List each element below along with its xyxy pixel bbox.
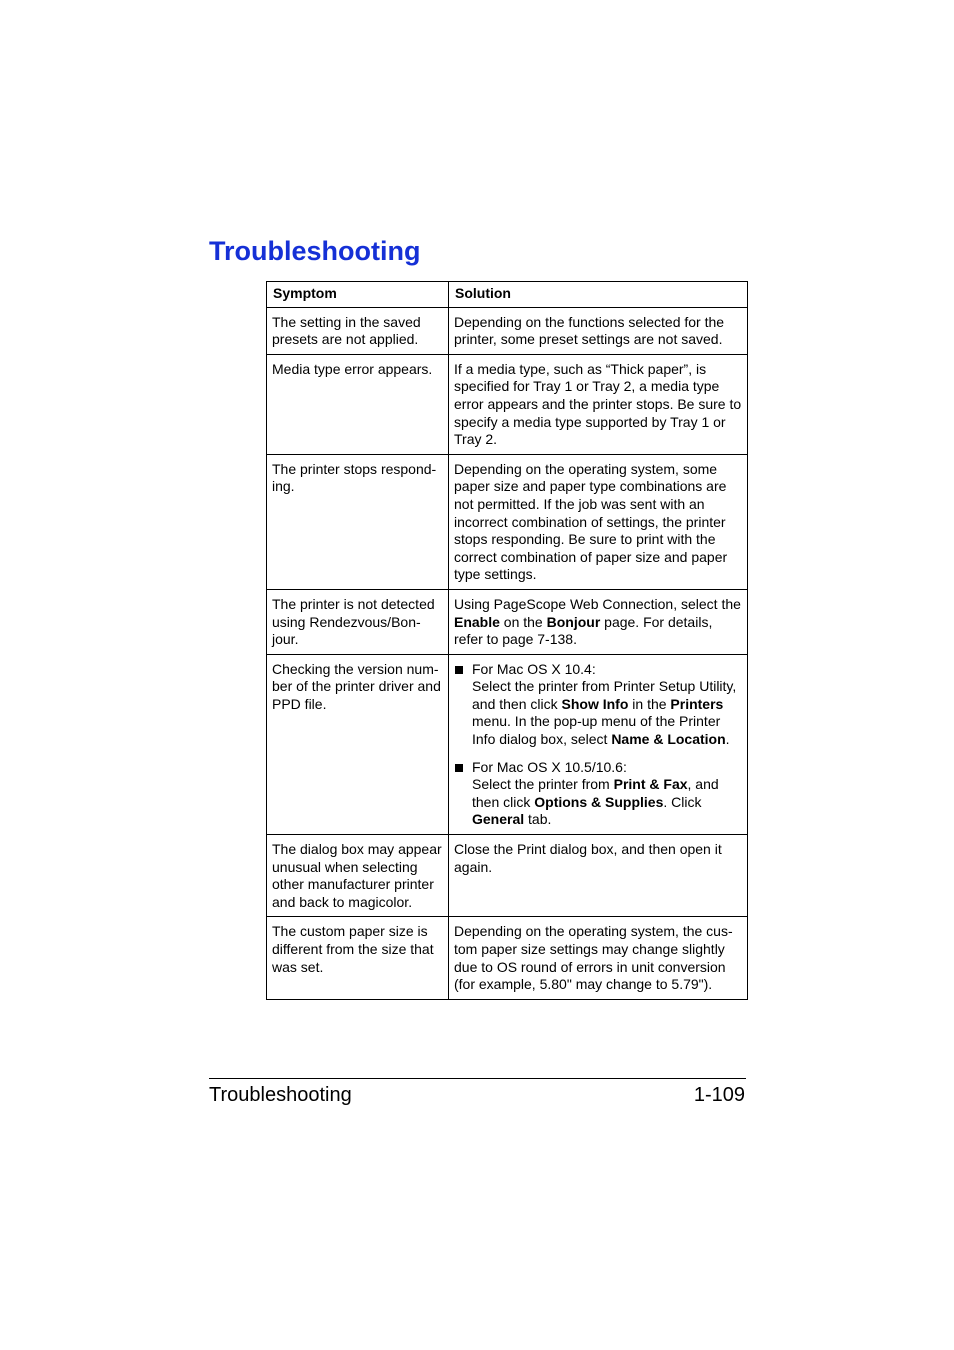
table-row [267,835,748,917]
symptom-cell: The dialog box may appear unusual when selecting other manufacturer printer and back to magicolor. [267,835,449,917]
footer-page-number: 1-109 [693,1084,745,1106]
solution-cell: Depending on the operating system, some paper size and paper type combinations are not permitted. If the job was sent with an incorrect combination of settings, the printer stops responding. Be sure to print with the correct combination of paper size and paper type settings. [449,454,748,589]
printers-emphasis: Printers [670,695,724,712]
solution-cell: Depending on the operating system, the cus-tom paper size settings may change slightly due to OS round of errors in unit conversion (for example, 5.80" may change to 5.79"). [449,917,748,999]
bullet-text: menu. In the pop-up menu of the Printer Info dialog box, select [472,713,721,748]
solution-cell [449,654,748,834]
enable-emphasis: Enable [454,613,500,630]
troubleshooting-table [266,281,748,1000]
name-location-emphasis: Name & Location [611,731,726,748]
solution-text: on the [499,613,547,630]
symptom-cell: The printer stops respond-ing. [267,454,449,589]
bullet-text: . Click [663,793,702,810]
show-info-emphasis: Show Info [561,695,629,712]
solution-cell: Depending on the functions selected for the printer, some preset settings are not saved. [449,307,748,354]
bullet-text: Select the printer from Printer Setup Utility, and then click [472,678,737,712]
symptom-cell: The printer is not detected using Rendezvous/Bon-jour. [267,589,449,654]
table-row [267,307,748,354]
solution-text: Using PageScope Web Connection, select the [454,595,741,612]
solution-text: page. For details, refer to page 7-138. [454,613,713,648]
table-row [267,589,748,654]
bullet-text: in the [628,695,671,712]
column-header-symptom: Symptom [267,282,449,308]
table-row [267,917,748,999]
table-row [267,654,748,834]
solution-cell [449,589,748,654]
bullet-text: , and then click [472,776,719,810]
bullet-body [472,776,744,829]
symptom-cell: Media type error appears. [267,354,449,454]
bullet-item-mac-10-5 [454,759,744,829]
table-row [267,454,748,589]
page-title: Troubleshooting [209,236,421,266]
column-header-solution: Solution [449,282,748,308]
bullet-heading: For Mac OS X 10.5/10.6: [472,758,627,775]
footer-divider [209,1078,746,1079]
solution-cell: Close the Print dialog box, and then open it again. [449,835,748,917]
bonjour-emphasis: Bonjour [546,613,601,630]
symptom-cell: The custom paper size is different from the size that was set. [267,917,449,999]
bullet-body [472,678,744,748]
bullet-item-mac-10-4 [454,661,744,749]
symptom-cell: The setting in the saved presets are not applied. [267,307,449,354]
symptom-cell: Checking the version num-ber of the printer driver and PPD file. [267,654,449,834]
square-bullet-icon [455,764,463,772]
footer-section-title: Troubleshooting [209,1084,352,1106]
bullet-text: . [725,731,730,748]
square-bullet-icon [455,666,463,674]
bullet-text: tab. [524,811,552,828]
options-supplies-emphasis: Options & Supplies [534,793,664,810]
table-header-row [267,282,748,308]
bullet-text: Select the printer from [472,776,614,793]
solution-cell: If a media type, such as “Thick paper”, is specified for Tray 1 or Tray 2, a media type error appears and the printer stops. Be sure to specify a media type supported by Tray 1 or Tray 2. [449,354,748,454]
print-fax-emphasis: Print & Fax [613,776,688,793]
bullet-heading: For Mac OS X 10.4: [472,660,596,677]
table-row [267,354,748,454]
general-emphasis: General [472,811,525,828]
